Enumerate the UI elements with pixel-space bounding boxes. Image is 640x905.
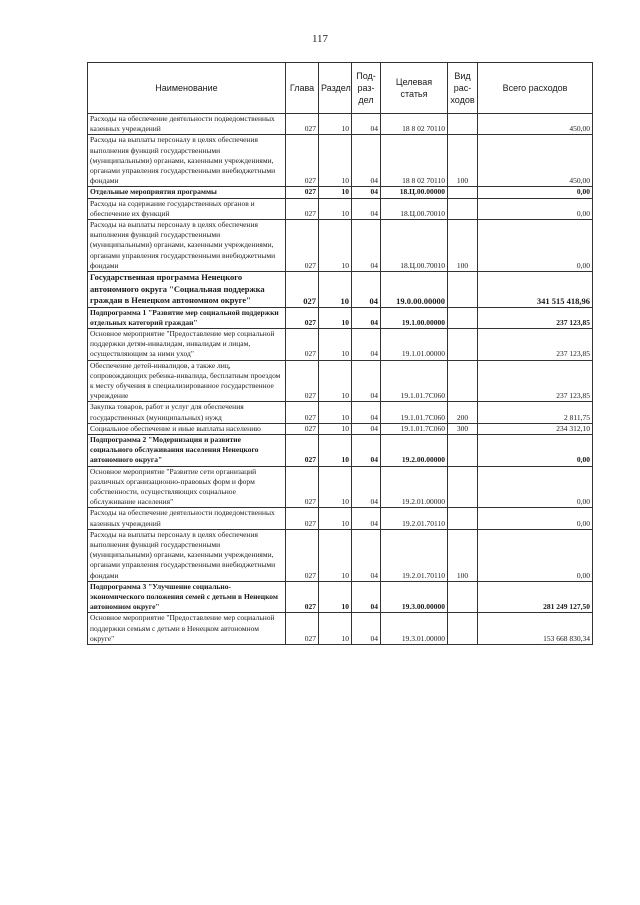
header-podrazdel-line2: раз-	[357, 83, 375, 93]
cell-vid: 200	[448, 402, 478, 423]
cell-glava: 027	[286, 613, 319, 645]
cell-total: 341 515 418,96	[478, 272, 593, 308]
cell-target: 19.3.01.00000	[381, 613, 448, 645]
cell-target: 18.Ц.00.70010	[381, 220, 448, 272]
header-vid-line2: рас-	[453, 83, 472, 93]
cell-glava: 027	[286, 220, 319, 272]
cell-glava: 027	[286, 529, 319, 581]
cell-target: 19.1.01.00000	[381, 328, 448, 360]
cell-vid	[448, 360, 478, 402]
cell-name: Обеспечение детей-инвалидов, а также лиц, сопровождающих ребенка-инвалида, бесплатным проездом к месту обучения в специализированное государственное учреждение	[88, 360, 286, 402]
cell-razdel: 10	[319, 220, 352, 272]
cell-vid: 100	[448, 529, 478, 581]
cell-podrazdel: 04	[352, 508, 381, 529]
cell-total: 2 811,75	[478, 402, 593, 423]
cell-name: Подпрограмма 2 "Модернизация и развитие социального обслуживания населения Ненецкого автономного округа"	[88, 434, 286, 466]
cell-total: 234 312,10	[478, 423, 593, 434]
cell-glava: 027	[286, 135, 319, 187]
cell-razdel: 10	[319, 198, 352, 219]
cell-podrazdel: 04	[352, 581, 381, 613]
cell-target: 19.1.00.00000	[381, 307, 448, 328]
cell-vid	[448, 508, 478, 529]
header-glava: Глава	[286, 63, 319, 114]
cell-total: 281 249 127,50	[478, 581, 593, 613]
cell-glava: 027	[286, 328, 319, 360]
cell-name: Основное мероприятие "Развитие сети организаций различных организационно-правовых форм и форм собственности, осуществляющих социальное обслуживание населения"	[88, 466, 286, 508]
header-vid-line1: Вид	[454, 71, 471, 81]
table-row	[88, 198, 593, 219]
table-row	[88, 402, 593, 423]
cell-total: 153 668 830,34	[478, 613, 593, 645]
cell-razdel: 10	[319, 307, 352, 328]
cell-target: 19.2.01.70110	[381, 508, 448, 529]
cell-razdel: 10	[319, 529, 352, 581]
cell-total: 0,00	[478, 198, 593, 219]
cell-vid	[448, 198, 478, 219]
cell-total: 0,00	[478, 466, 593, 508]
cell-target: 19.2.00.00000	[381, 434, 448, 466]
cell-name: Закупка товаров, работ и услуг для обеспечения государственных (муниципальных) нужд	[88, 402, 286, 423]
cell-razdel: 10	[319, 114, 352, 135]
cell-target: 19.1.01.7С060	[381, 423, 448, 434]
cell-name: Подпрограмма 3 "Улучшение социально-экономического положения семей с детьми в Ненецком автономном округе"	[88, 581, 286, 613]
cell-razdel: 10	[319, 272, 352, 308]
cell-razdel: 10	[319, 360, 352, 402]
cell-name: Государственная программа Ненецкого автономного округа "Социальная поддержка граждан в Ненецком автономном округе"	[88, 272, 286, 308]
header-vid	[448, 63, 478, 114]
table-row	[88, 360, 593, 402]
cell-podrazdel: 04	[352, 135, 381, 187]
table-row	[88, 434, 593, 466]
cell-razdel: 10	[319, 187, 352, 198]
cell-vid	[448, 307, 478, 328]
cell-razdel: 10	[319, 434, 352, 466]
cell-razdel: 10	[319, 402, 352, 423]
cell-podrazdel: 04	[352, 402, 381, 423]
cell-vid	[448, 328, 478, 360]
cell-vid	[448, 434, 478, 466]
cell-glava: 027	[286, 434, 319, 466]
cell-podrazdel: 04	[352, 187, 381, 198]
table-header-row	[88, 63, 593, 114]
cell-name: Отдельные мероприятия программы	[88, 187, 286, 198]
cell-total: 0,00	[478, 529, 593, 581]
cell-name: Социальное обеспечение и иные выплаты населению	[88, 423, 286, 434]
cell-vid: 100	[448, 135, 478, 187]
cell-name: Расходы на обеспечение деятельности подведомственных казенных учреждений	[88, 114, 286, 135]
cell-podrazdel: 04	[352, 114, 381, 135]
cell-target: 19.1.01.7С060	[381, 360, 448, 402]
table-row	[88, 135, 593, 187]
cell-target: 19.2.01.70110	[381, 529, 448, 581]
cell-glava: 027	[286, 423, 319, 434]
header-target-line1: Целевая	[395, 77, 433, 87]
cell-glava: 027	[286, 466, 319, 508]
cell-vid: 300	[448, 423, 478, 434]
cell-glava: 027	[286, 198, 319, 219]
cell-name: Расходы на выплаты персоналу в целях обеспечения выполнения функций государственными (муниципальными) органами, казенными учреждениями, органами управления государственными внебюджетными фондами	[88, 135, 286, 187]
header-total: Всего расходов	[478, 63, 593, 114]
cell-podrazdel: 04	[352, 328, 381, 360]
cell-glava: 027	[286, 581, 319, 613]
cell-glava: 027	[286, 187, 319, 198]
table-row	[88, 272, 593, 308]
cell-vid: 100	[448, 220, 478, 272]
cell-podrazdel: 04	[352, 466, 381, 508]
table-body	[88, 114, 593, 645]
cell-name: Основное мероприятие "Предоставление мер социальной поддержки детям-инвалидам, инвалидам и лицам, осуществляющим за ними уход"	[88, 328, 286, 360]
cell-glava: 027	[286, 360, 319, 402]
cell-podrazdel: 04	[352, 272, 381, 308]
cell-target: 18 8 02 70110	[381, 114, 448, 135]
cell-total: 450,00	[478, 114, 593, 135]
cell-podrazdel: 04	[352, 307, 381, 328]
table-row	[88, 328, 593, 360]
table-row	[88, 508, 593, 529]
cell-razdel: 10	[319, 423, 352, 434]
cell-vid	[448, 114, 478, 135]
cell-target: 18.Ц.00.70010	[381, 198, 448, 219]
cell-razdel: 10	[319, 328, 352, 360]
header-target-line2: статья	[400, 89, 428, 99]
cell-total: 237 123,85	[478, 360, 593, 402]
cell-vid	[448, 613, 478, 645]
table-row	[88, 114, 593, 135]
header-podrazdel-line1: Под-	[356, 71, 376, 81]
cell-name: Основное мероприятие "Предоставление мер социальной поддержки семьям с детьми в Ненецком автономном округе"	[88, 613, 286, 645]
cell-glava: 027	[286, 272, 319, 308]
budget-table	[87, 62, 593, 645]
cell-name: Расходы на выплаты персоналу в целях обеспечения выполнения функций государственными (муниципальными) органами, казенными учреждениями, органами управления государственными внебюджетными фондами	[88, 529, 286, 581]
table-row	[88, 529, 593, 581]
table-row	[88, 423, 593, 434]
cell-target: 19.0.00.00000	[381, 272, 448, 308]
cell-razdel: 10	[319, 508, 352, 529]
table-row	[88, 220, 593, 272]
cell-podrazdel: 04	[352, 198, 381, 219]
cell-total: 0,00	[478, 434, 593, 466]
cell-vid	[448, 272, 478, 308]
cell-name: Расходы на содержание государственных органов и обеспечение их функций	[88, 198, 286, 219]
cell-podrazdel: 04	[352, 360, 381, 402]
cell-razdel: 10	[319, 135, 352, 187]
cell-razdel: 10	[319, 581, 352, 613]
table-row	[88, 466, 593, 508]
header-name: Наименование	[88, 63, 286, 114]
cell-vid	[448, 466, 478, 508]
cell-glava: 027	[286, 307, 319, 328]
header-target	[381, 63, 448, 114]
table-row	[88, 613, 593, 645]
cell-total: 237 123,85	[478, 328, 593, 360]
header-razdel: Раздел	[319, 63, 352, 114]
cell-razdel: 10	[319, 613, 352, 645]
cell-target: 19.3.00.00000	[381, 581, 448, 613]
cell-name: Расходы на выплаты персоналу в целях обеспечения выполнения функций государственными (муниципальными) органами, казенными учреждениями, органами управления государственными внебюджетными фондами	[88, 220, 286, 272]
cell-total: 0,00	[478, 508, 593, 529]
cell-podrazdel: 04	[352, 220, 381, 272]
cell-podrazdel: 04	[352, 423, 381, 434]
cell-target: 19.2.01.00000	[381, 466, 448, 508]
cell-target: 18.Ц.00.00000	[381, 187, 448, 198]
cell-vid	[448, 187, 478, 198]
table-row	[88, 581, 593, 613]
page-number: 117	[311, 33, 329, 45]
cell-name: Подпрограмма 1 "Развитие мер социальной поддержки отдельных категорий граждан"	[88, 307, 286, 328]
cell-podrazdel: 04	[352, 529, 381, 581]
cell-target: 19.1.01.7С060	[381, 402, 448, 423]
cell-total: 237 123,85	[478, 307, 593, 328]
table-row	[88, 187, 593, 198]
header-podrazdel-line3: дел	[358, 95, 374, 105]
cell-name: Расходы на обеспечение деятельности подведомственных казенных учреждений	[88, 508, 286, 529]
cell-glava: 027	[286, 114, 319, 135]
cell-razdel: 10	[319, 466, 352, 508]
cell-total: 450,00	[478, 135, 593, 187]
cell-vid	[448, 581, 478, 613]
cell-podrazdel: 04	[352, 434, 381, 466]
table-row	[88, 307, 593, 328]
cell-total: 0,00	[478, 220, 593, 272]
cell-glava: 027	[286, 402, 319, 423]
cell-target: 18 8 02 70110	[381, 135, 448, 187]
header-vid-line3: ходов	[450, 95, 475, 105]
header-podrazdel	[352, 63, 381, 114]
cell-glava: 027	[286, 508, 319, 529]
cell-total: 0,00	[478, 187, 593, 198]
cell-podrazdel: 04	[352, 613, 381, 645]
